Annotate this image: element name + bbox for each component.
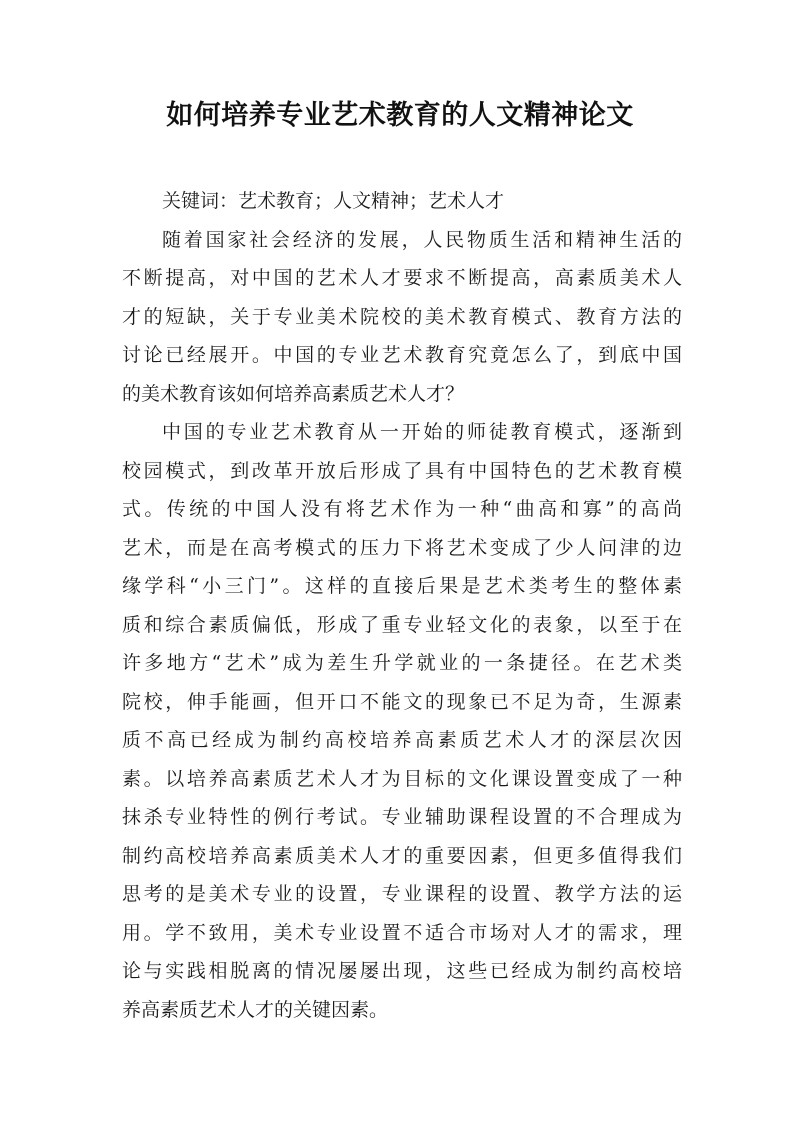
paragraph-line: 校园模式，到改革开放后形成了具有中国特色的艺术教育模 bbox=[122, 459, 682, 482]
paragraph-line: 素。以培养高素质艺术人才为目标的文化课设置变成了一种 bbox=[122, 767, 682, 790]
paragraph-line: 质不高已经成为制约高校培养高素质艺术人才的深层次因 bbox=[122, 729, 682, 751]
paragraph-line: 思考的是美术专业的设置，专业课程的设置、教学方法的运 bbox=[122, 883, 682, 905]
paragraph-2 bbox=[122, 413, 682, 1029]
paragraph-line: 讨论已经展开。中国的专业艺术教育究竟怎么了，到底中国 bbox=[122, 344, 682, 366]
paragraph-line: 随着国家社会经济的发展，人民物质生活和精神生活的 bbox=[162, 228, 682, 251]
paragraph-line: 式。传统的中国人没有将艺术作为一种“曲高和寡”的高尚 bbox=[122, 498, 682, 520]
paragraph-line: 质和综合素质偏低，形成了重专业轻文化的表象，以至于在 bbox=[122, 613, 682, 636]
paragraph-line: 不断提高，对中国的艺术人才要求不断提高，高素质美术人 bbox=[122, 267, 682, 289]
paragraph-line: 中国的专业艺术教育从一开始的师徒教育模式，逐渐到 bbox=[162, 421, 682, 443]
paragraph-line: 的美术教育该如何培养高素质艺术人才？ bbox=[122, 382, 465, 405]
document-title: 如何培养专业艺术教育的人文精神论文 bbox=[166, 100, 634, 131]
paragraph-line: 抹杀专业特性的例行考试。专业辅助课程设置的不合理成为 bbox=[122, 806, 682, 828]
paragraph-line: 论与实践相脱离的情况屡屡出现，这些已经成为制约高校培 bbox=[122, 960, 682, 982]
paragraph-line: 制约高校培养高素质美术人才的重要因素，但更多值得我们 bbox=[122, 844, 682, 867]
paragraph-line: 养高素质艺术人才的关键因素。 bbox=[122, 998, 389, 1021]
document-body bbox=[122, 182, 682, 1029]
paragraph-line: 艺术，而是在高考模式的压力下将艺术变成了少人问津的边 bbox=[122, 536, 682, 559]
keywords-line: 关键词：艺术教育；人文精神；艺术人才 bbox=[162, 190, 505, 212]
paragraph-line: 许多地方“艺术”成为差生升学就业的一条捷径。在艺术类 bbox=[122, 652, 682, 674]
paragraph-line: 缘学科“小三门”。这样的直接后果是艺术类考生的整体素 bbox=[122, 575, 682, 597]
paragraph-line: 院校，伸手能画，但开口不能文的现象已不足为奇，生源素 bbox=[122, 690, 682, 713]
paragraph-1 bbox=[122, 221, 682, 414]
paragraph-line: 用。学不致用，美术专业设置不适合市场对人才的需求，理 bbox=[122, 921, 682, 944]
paragraph-line: 才的短缺，关于专业美术院校的美术教育模式、教育方法的 bbox=[122, 305, 682, 328]
